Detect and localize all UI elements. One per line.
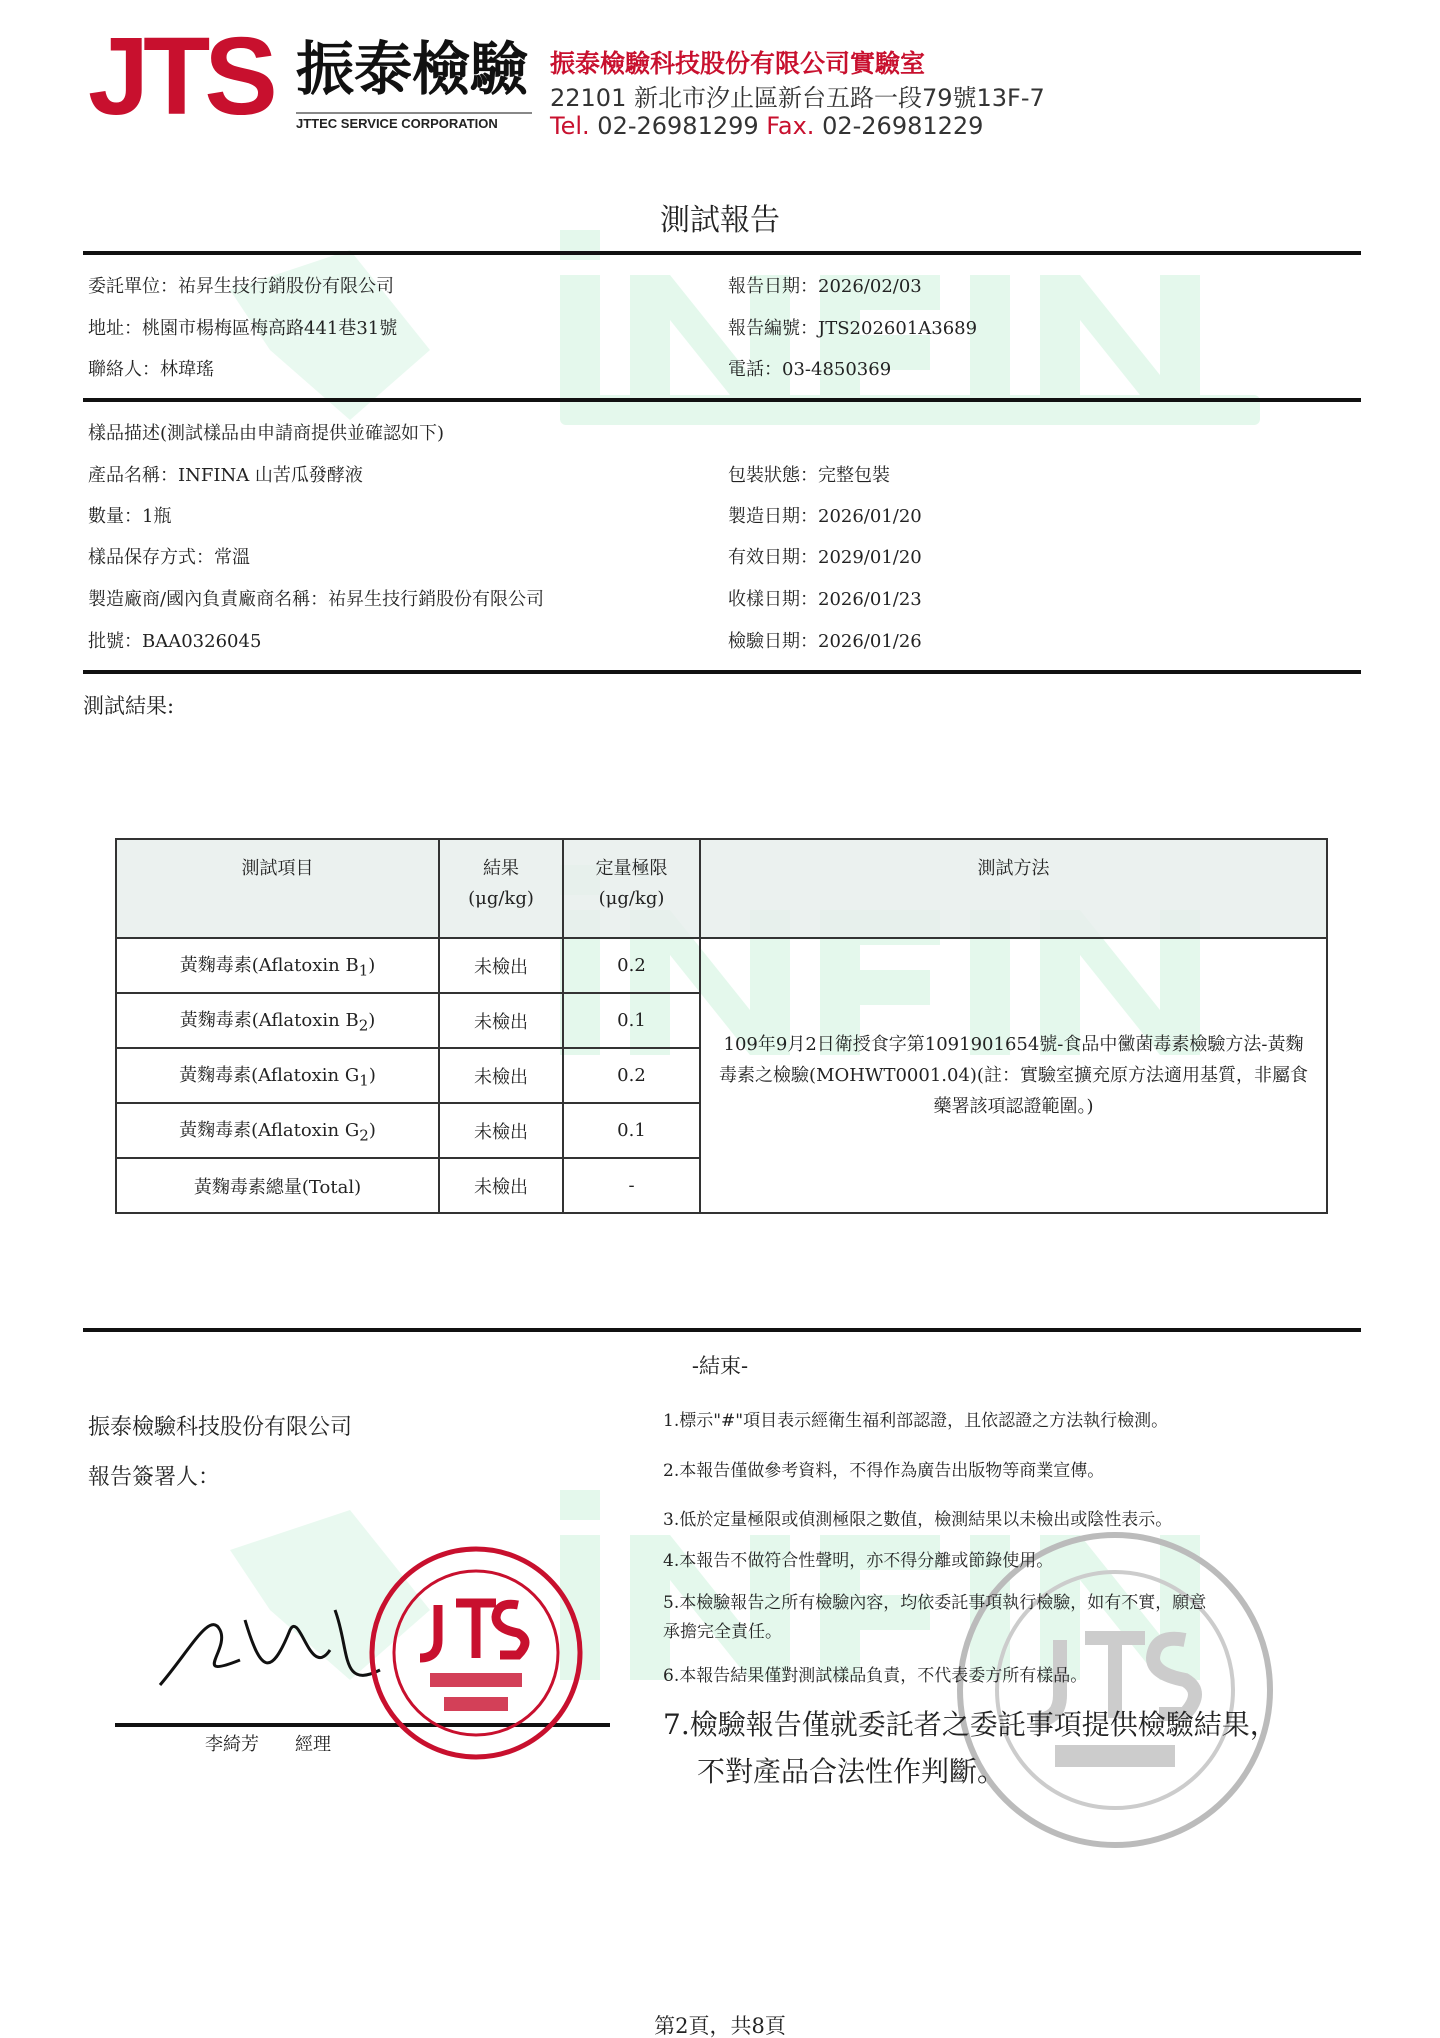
note-5-cont: 承擔完全責任。 xyxy=(663,1622,782,1642)
result-cell: 未檢出 xyxy=(439,938,563,993)
note-7-cont: 不對產品合法性作判斷。 xyxy=(697,1755,1006,1788)
loq-cell: - xyxy=(563,1158,700,1213)
end-marker: -結束- xyxy=(691,1354,749,1378)
note-3: 3.低於定量極限或偵測極限之數值，檢測結果以未檢出或陰性表示。 xyxy=(663,1510,1173,1530)
header-result-unit: (μg/kg) xyxy=(468,888,534,909)
tel: 02-26981299 xyxy=(597,112,759,140)
note-6: 6.本報告結果僅對測試樣品負責，不代表委方所有樣品。 xyxy=(663,1666,1088,1686)
test-date: 檢驗日期：2026/01/26 xyxy=(728,631,922,652)
lab-name: 振泰檢驗科技股份有限公司實驗室 xyxy=(550,49,926,78)
brand-en: JTTEC SERVICE CORPORATION xyxy=(296,112,532,131)
table-header-row xyxy=(116,839,1327,938)
table-row xyxy=(116,938,1327,993)
results-table xyxy=(115,838,1328,1214)
client-phone: 電話：03-4850369 xyxy=(728,359,892,380)
exp-date: 有效日期：2029/01/20 xyxy=(728,547,922,568)
header-method: 測試方法 xyxy=(700,839,1327,938)
header-loq xyxy=(563,839,700,938)
receive-date: 收樣日期：2026/01/23 xyxy=(728,589,922,610)
product-name: 產品名稱：INFINA 山苦瓜發酵液 xyxy=(88,465,363,486)
item-cell: 黃麴毒素(Aflatoxin $G_2$) xyxy=(116,1103,439,1158)
signer-company: 振泰檢驗科技股份有限公司 xyxy=(88,1415,353,1440)
page-title: 測試報告 xyxy=(660,203,780,238)
loq-cell: 0.1 xyxy=(563,1103,700,1158)
fax: 02-26981229 xyxy=(822,112,984,140)
lot-number: 批號：BAA0326045 xyxy=(88,631,262,652)
package-status: 包裝狀態：完整包裝 xyxy=(728,465,890,486)
result-cell: 未檢出 xyxy=(439,1158,563,1213)
loq-cell: 0.1 xyxy=(563,993,700,1048)
item-cell: 黃麴毒素(Aflatoxin $B_1$) xyxy=(116,938,439,993)
result-cell: 未檢出 xyxy=(439,993,563,1048)
header-item: 測試項目 xyxy=(116,839,439,938)
fax-label: Fax. xyxy=(766,112,815,140)
note-4: 4.本報告不做符合性聲明，亦不得分離或節錄使用。 xyxy=(663,1551,1054,1571)
lab-seal-red xyxy=(368,1545,584,1761)
loq-cell: 0.2 xyxy=(563,938,700,993)
note-7: 7.檢驗報告僅就委託者之委託事項提供檢驗結果， xyxy=(663,1708,1278,1741)
mfg-date: 製造日期：2026/01/20 xyxy=(728,506,922,527)
note-2: 2.本報告僅做參考資料，不得作為廣告出版物等商業宣傳。 xyxy=(663,1461,1105,1481)
item-cell: 黃麴毒素(Aflatoxin $G_1$) xyxy=(116,1048,439,1103)
signer-label: 報告簽署人： xyxy=(88,1465,221,1490)
divider xyxy=(83,251,1361,255)
result-cell: 未檢出 xyxy=(439,1103,563,1158)
results-label: 測試結果: xyxy=(83,694,175,718)
loq-cell: 0.2 xyxy=(563,1048,700,1103)
brand-cn: 振泰檢驗 xyxy=(296,35,529,103)
lab-address: 22101 新北市汐止區新台五路一段79號13F-7 xyxy=(550,84,1045,112)
note-5: 5.本檢驗報告之所有檢驗內容，均依委託事項執行檢驗，如有不實，願意 xyxy=(663,1593,1207,1613)
client-contact: 聯絡人：林瑋瑤 xyxy=(88,359,214,380)
storage: 樣品保存方式：常溫 xyxy=(88,547,250,568)
header-result-label: 結果 xyxy=(483,858,519,879)
signer-name: 李綺芳 經理 xyxy=(205,1734,331,1755)
divider xyxy=(83,1328,1361,1332)
manufacturer: 製造廠商/國內負責廠商名稱：祐昇生技行銷股份有限公司 xyxy=(88,589,545,610)
signature-graphic xyxy=(150,1590,390,1710)
tel-label: Tel. xyxy=(550,112,590,140)
item-cell: 黃麴毒素(Aflatoxin $B_2$) xyxy=(116,993,439,1048)
client-unit: 委託單位：祐昇生技行銷股份有限公司 xyxy=(88,276,394,297)
sample-description: 樣品描述(測試樣品由申請商提供並確認如下) xyxy=(88,423,445,444)
header-loq-label: 定量極限 xyxy=(595,858,668,879)
watermark-company-graphic xyxy=(560,390,1260,430)
client-address: 地址：桃園市楊梅區梅高路441巷31號 xyxy=(88,318,398,339)
report-number: 報告編號：JTS202601A3689 xyxy=(728,318,978,339)
item-cell: 黃麴毒素總量(Total) xyxy=(116,1158,439,1213)
company-seal-gray xyxy=(955,1530,1275,1850)
divider xyxy=(83,398,1361,402)
divider xyxy=(83,670,1361,674)
header-loq-unit: (μg/kg) xyxy=(598,888,665,909)
header-result xyxy=(439,839,563,938)
note-1: 1.標示"#"項目表示經衛生福利部認證，且依認證之方法執行檢測。 xyxy=(663,1411,1169,1431)
quantity: 數量：1瓶 xyxy=(88,506,172,527)
page-number: 第2頁，共8頁 xyxy=(654,2014,786,2038)
lab-contact xyxy=(550,112,983,140)
report-date: 報告日期：2026/02/03 xyxy=(728,276,922,297)
jts-logo: JTS xyxy=(88,15,272,138)
method-cell: 109年9月2日衛授食字第1091901654號-食品中黴菌毒素檢驗方法-黃麴毒素之檢驗(MOHWT0001.04)(註：實驗室擴充原方法適用基質，非屬食藥署該項認證範圍。) xyxy=(700,938,1327,1213)
result-cell: 未檢出 xyxy=(439,1048,563,1103)
